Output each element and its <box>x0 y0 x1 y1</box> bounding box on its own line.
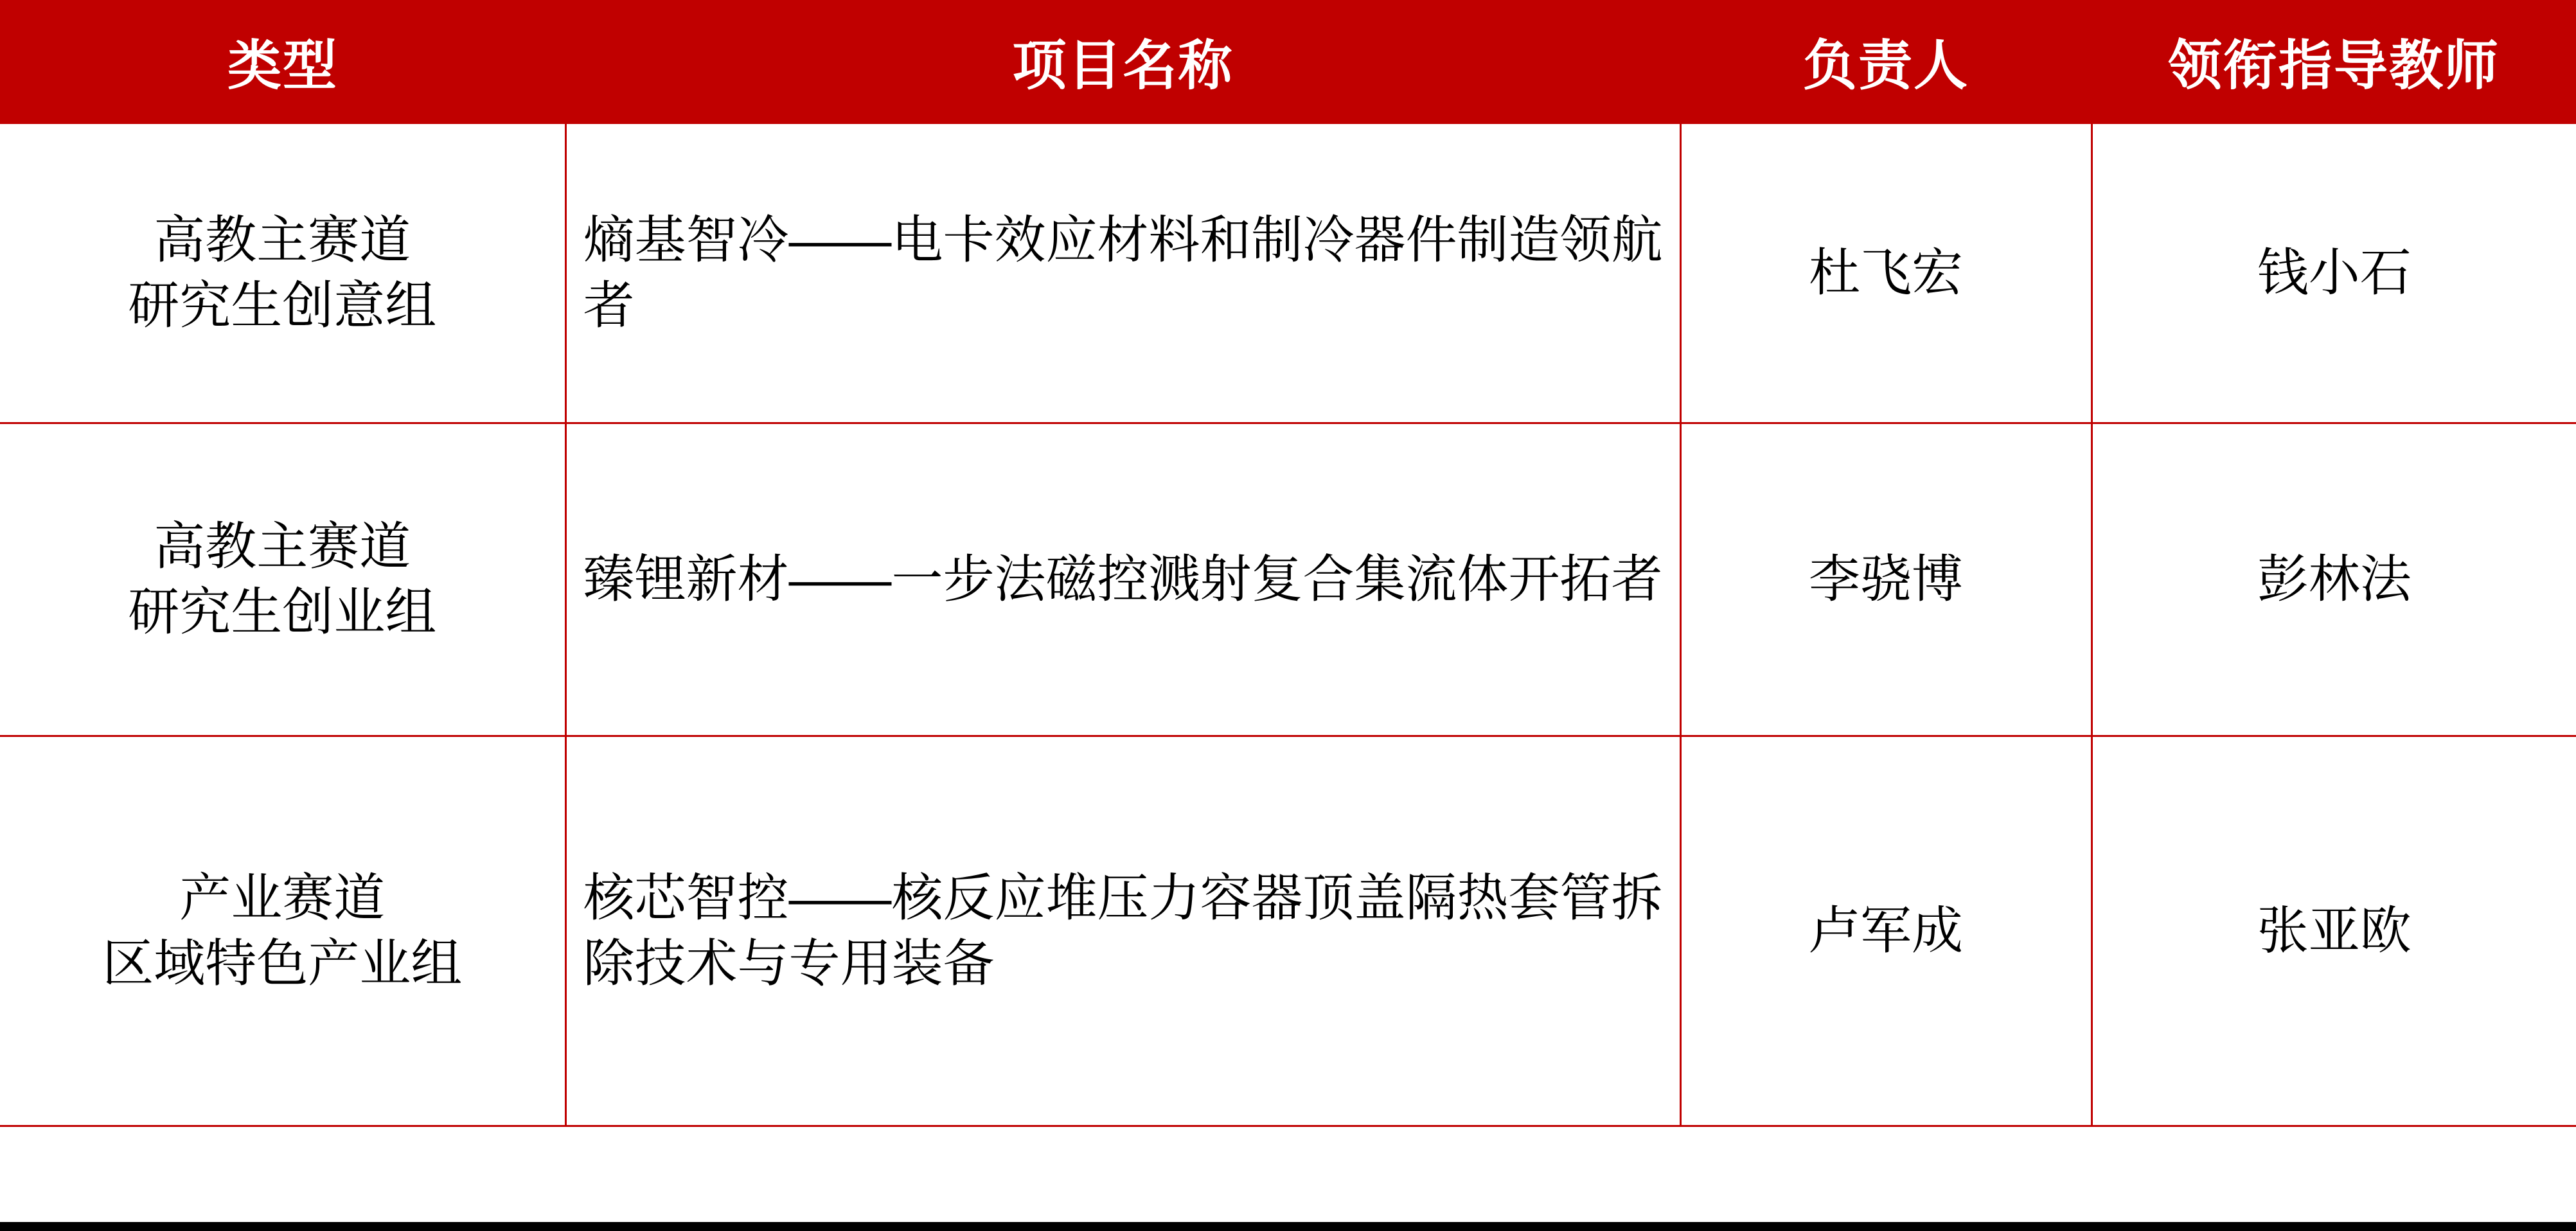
type-line-2: 区域特色产业组 <box>102 935 463 992</box>
table-header <box>0 0 2576 123</box>
column-header-advisor: 领衔指导教师 <box>2092 0 2576 123</box>
column-header-leader: 负责人 <box>1680 0 2092 123</box>
cell-type <box>0 123 565 423</box>
cell-advisor: 彭林法 <box>2092 423 2576 736</box>
column-header-project-name: 项目名称 <box>565 0 1680 123</box>
table-row <box>0 123 2576 423</box>
type-line-1: 高教主赛道 <box>154 517 411 575</box>
table-row <box>0 423 2576 736</box>
cell-advisor: 张亚欧 <box>2092 736 2576 1126</box>
table-header-row <box>0 0 2576 123</box>
type-line-1: 高教主赛道 <box>154 211 411 269</box>
type-line-1: 产业赛道 <box>179 869 386 926</box>
cell-project-name: 核芯智控——核反应堆压力容器顶盖隔热套管拆除技术与专用装备 <box>565 736 1680 1126</box>
cell-type <box>0 423 565 736</box>
cell-advisor: 钱小石 <box>2092 123 2576 423</box>
cell-leader: 卢军成 <box>1680 736 2092 1126</box>
cell-project-name: 臻锂新材——一步法磁控溅射复合集流体开拓者 <box>565 423 1680 736</box>
cell-type <box>0 736 565 1126</box>
cell-leader: 李骁博 <box>1680 423 2092 736</box>
type-line-2: 研究生创业组 <box>128 583 437 641</box>
table-row <box>0 736 2576 1126</box>
type-line-2: 研究生创意组 <box>128 277 437 334</box>
bottom-rule <box>0 1222 2576 1231</box>
table-body <box>0 123 2576 1126</box>
column-header-type: 类型 <box>0 0 565 123</box>
cell-leader: 杜飞宏 <box>1680 123 2092 423</box>
cell-project-name: 熵基智冷——电卡效应材料和制冷器件制造领航者 <box>565 123 1680 423</box>
